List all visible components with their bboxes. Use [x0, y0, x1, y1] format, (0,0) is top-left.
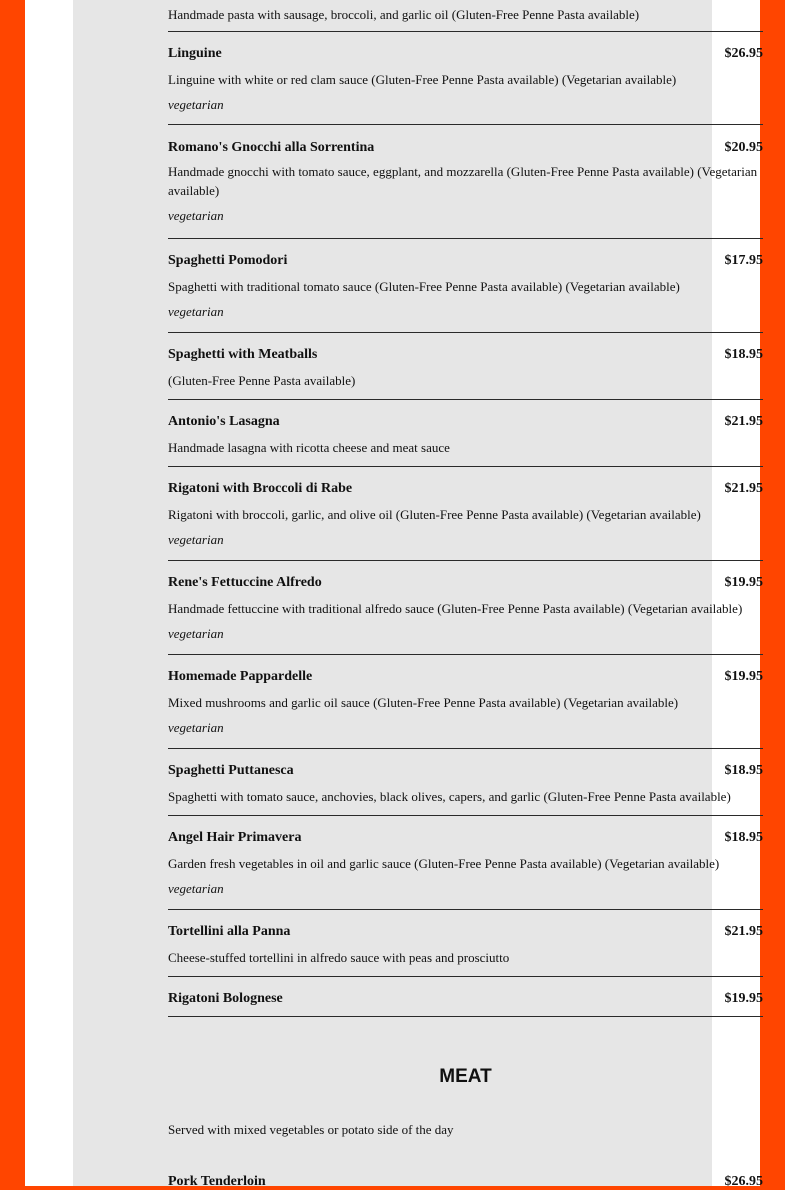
item-price: $26.95	[724, 1174, 763, 1189]
item-name: Spaghetti with Meatballs	[168, 347, 318, 362]
item-tag: vegetarian	[168, 208, 224, 223]
menu-panel	[73, 0, 763, 1189]
menu-item-puttanesca	[168, 763, 763, 806]
menu-item-rigatoni-bolognese	[168, 991, 763, 1007]
item-name: Angel Hair Primavera	[168, 830, 302, 845]
divider	[168, 815, 763, 816]
menu-item-angel-hair	[168, 830, 763, 897]
divider	[168, 332, 763, 333]
item-price: $26.95	[724, 46, 763, 61]
item-name: Romano's Gnocchi alla Sorrentina	[168, 140, 375, 155]
item-description: Handmade pasta with sausage, broccoli, and garlic oil (Gluten-Free Penne Pasta available)	[168, 7, 640, 22]
item-tag: vegetarian	[168, 97, 224, 112]
item-description: Handmade lasagna with ricotta cheese and meat sauce	[168, 440, 450, 455]
item-tag: vegetarian	[168, 720, 224, 735]
divider	[168, 31, 763, 32]
item-tag: vegetarian	[168, 304, 224, 319]
item-price: $19.95	[724, 669, 763, 684]
menu-item-fettuccine-alfredo	[168, 575, 763, 642]
item-price: $17.95	[724, 253, 763, 268]
item-price: $18.95	[724, 830, 763, 845]
item-description: Handmade gnocchi with tomato sauce, eggplant, and mozzarella (Gluten-Free Penne Pasta available) (Vegetarian available)	[168, 164, 758, 198]
item-description: Cheese-stuffed tortellini in alfredo sauce with peas and prosciutto	[168, 950, 510, 965]
item-name: Pork Tenderloin	[168, 1174, 266, 1189]
item-name: Antonio's Lasagna	[168, 414, 280, 429]
divider	[168, 399, 763, 400]
item-tag: vegetarian	[168, 532, 224, 547]
menu-item-spaghetti-meatballs	[168, 347, 763, 390]
divider	[168, 1016, 763, 1017]
menu-item-lasagna	[168, 414, 763, 457]
divider	[168, 238, 763, 239]
item-price: $19.95	[724, 991, 763, 1006]
item-name: Rigatoni Bolognese	[168, 991, 283, 1006]
item-price: $21.95	[724, 481, 763, 496]
item-price: $20.95	[724, 140, 763, 155]
item-description: Linguine with white or red clam sauce (Gluten-Free Penne Pasta available) (Vegetarian available)	[168, 72, 677, 87]
section-title-meat: MEAT	[439, 1066, 492, 1087]
menu-item-pork-tenderloin	[168, 1174, 763, 1190]
item-name: Spaghetti Pomodori	[168, 253, 288, 268]
item-name: Rigatoni with Broccoli di Rabe	[168, 481, 353, 496]
divider	[168, 124, 763, 125]
item-description: (Gluten-Free Penne Pasta available)	[168, 373, 356, 388]
menu-item-pappardelle	[168, 669, 763, 736]
item-price: $18.95	[724, 347, 763, 362]
item-description: Handmade fettuccine with traditional alfredo sauce (Gluten-Free Penne Pasta available) (Vegetarian available)	[168, 601, 743, 616]
divider	[168, 748, 763, 749]
divider	[168, 654, 763, 655]
menu-item-spaghetti-pomodori	[168, 253, 763, 320]
menu-item-tortellini	[168, 924, 763, 967]
item-price: $21.95	[724, 924, 763, 939]
item-description: Mixed mushrooms and garlic oil sauce (Gluten-Free Penne Pasta available) (Vegetarian available)	[168, 695, 679, 710]
item-description: Garden fresh vegetables in oil and garlic sauce (Gluten-Free Penne Pasta available) (Vegetarian available)	[168, 856, 720, 871]
divider	[168, 560, 763, 561]
menu-item-gnocchi	[168, 140, 763, 224]
item-name: Linguine	[168, 46, 222, 61]
item-name: Tortellini alla Panna	[168, 924, 291, 939]
menu-item-top-partial	[168, 5, 763, 24]
item-price: $18.95	[724, 763, 763, 778]
item-name: Homemade Pappardelle	[168, 669, 313, 684]
menu-item-linguine	[168, 46, 763, 113]
item-tag: vegetarian	[168, 881, 224, 896]
menu-item-rigatoni-broccoli	[168, 481, 763, 548]
item-description: Spaghetti with traditional tomato sauce (Gluten-Free Penne Pasta available) (Vegetarian available)	[168, 279, 680, 294]
divider	[168, 976, 763, 977]
item-tag: vegetarian	[168, 626, 224, 641]
divider	[168, 466, 763, 467]
item-name: Rene's Fettuccine Alfredo	[168, 575, 322, 590]
item-name: Spaghetti Puttanesca	[168, 763, 294, 778]
section-note: Served with mixed vegetables or potato side of the day	[168, 1122, 454, 1137]
divider	[168, 909, 763, 910]
item-description: Rigatoni with broccoli, garlic, and olive oil (Gluten-Free Penne Pasta available) (Vegetarian available)	[168, 507, 701, 522]
item-price: $21.95	[724, 414, 763, 429]
item-price: $19.95	[724, 575, 763, 590]
item-description: Spaghetti with tomato sauce, anchovies, black olives, capers, and garlic (Gluten-Free Penne Pasta available)	[168, 789, 731, 804]
